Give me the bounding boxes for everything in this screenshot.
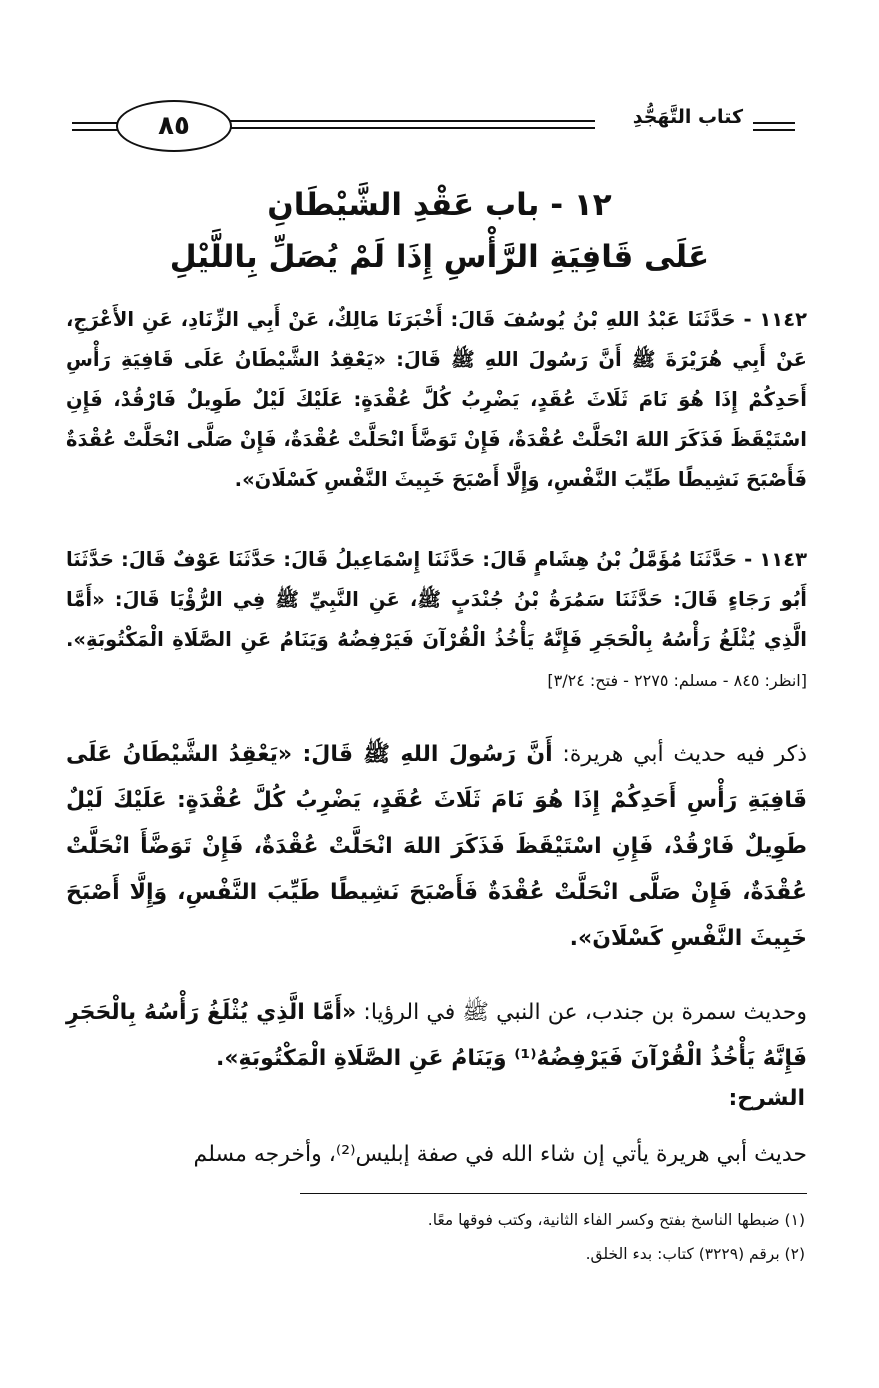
- chapter-title-line-2: عَلَى قَافِيَةِ الرَّأْسِ إِذَا لَمْ يُصَلِّ بِاللَّيْلِ: [169, 239, 710, 275]
- commentary-paragraph-3: حديث أبي هريرة يأتي إن شاء الله في صفة إبليس⁽²⁾، وأخرجه مسلم: [193, 1142, 807, 1167]
- header-rule: [753, 122, 795, 124]
- hadith-1143-text: ١١٤٣ - حَدَّثَنَا مُؤَمَّلُ بْنُ هِشَامٍ قَالَ: حَدَّثَنَا إِسْمَاعِيلُ قَالَ: حَدَّثَنَا عَوْفٌ قَالَ: حَدَّثَنَا أَبُو رَجَاءٍ قَالَ: حَدَّثَنَا سَمُرَةُ بْنُ جُنْدَبٍ ﷺ، عَنِ النَّبِيِّ ﷺ فِي الرُّؤْيَا قَالَ: «أَمَّا الَّذِي يُثْلَغُ رَأْسُهُ بِالْحَجَرِ فَإِنَّهُ يَأْخُذُ الْقُرْآنَ فَيَرْفِضُهُ وَيَنَامُ عَنِ الصَّلَاةِ الْمَكْتُوبَةِ».: [66, 548, 807, 651]
- commentary-2-quote: «أَمَّا الَّذِي يُثْلَغُ رَأْسُهُ بِالْحَجَرِ فَإِنَّهُ يَأْخُذُ الْقُرْآنَ فَيَرْفِضُهُ⁽¹⁾ وَيَنَامُ عَنِ الصَّلَاةِ الْمَكْتُوبَةِ».: [66, 1000, 807, 1071]
- footnote-2: (٢) برقم (٣٢٢٩) كتاب: بدء الخلق.: [585, 1245, 805, 1263]
- running-title: كتاب التَّهَجُّدِ: [632, 106, 743, 128]
- commentary-paragraph-1: [66, 732, 807, 962]
- sharh-heading: الشرح:: [728, 1086, 805, 1111]
- commentary-paragraph-2: [66, 990, 807, 1082]
- header-rule: [753, 129, 795, 131]
- footnotes: [105, 1203, 805, 1271]
- header-rule: [182, 120, 595, 122]
- hadith-1143: [66, 540, 807, 701]
- footnote-divider: [300, 1193, 807, 1194]
- chapter-title-line-1: ١٢ - باب عَقْدِ الشَّيْطَانِ: [267, 187, 612, 223]
- commentary-1-intro: ذكر فيه حديث أبي هريرة:: [562, 742, 807, 767]
- chapter-heading: [60, 180, 819, 284]
- hadith-1142: ١١٤٢ - حَدَّثَنَا عَبْدُ اللهِ بْنُ يُوسُفَ قَالَ: أَخْبَرَنَا مَالِكٌ، عَنْ أَبِي الزِّنَادِ، عَنِ الأَعْرَجِ، عَنْ أَبِي هُرَيْرَةَ ﷺ أَنَّ رَسُولَ اللهِ ﷺ قَالَ: «يَعْقِدُ الشَّيْطَانُ عَلَى قَافِيَةِ رَأْسِ أَحَدِكُمْ إِذَا هُوَ نَامَ ثَلَاثَ عُقَدٍ، يَضْرِبُ كُلَّ عُقْدَةٍ: عَلَيْكَ لَيْلٌ طَوِيلٌ فَارْقُدْ، فَإِنِ اسْتَيْقَظَ فَذَكَرَ اللهَ انْحَلَّتْ عُقْدَةٌ، فَإِنْ تَوَضَّأَ انْحَلَّتْ عُقْدَةٌ، فَإِنْ صَلَّى انْحَلَّتْ عُقْدَةٌ فَأَصْبَحَ نَشِيطًا طَيِّبَ النَّفْسِ، وَإِلَّا أَصْبَحَ خَبِيثَ النَّفْسِ كَسْلَانَ».: [66, 308, 807, 491]
- page-number: ٨٥: [158, 111, 190, 141]
- footnote-1: (١) ضبطها الناسخ بفتح وكسر الفاء الثانية، وكتب فوقها معًا.: [427, 1211, 805, 1229]
- commentary-1-quote: أَنَّ رَسُولَ اللهِ ﷺ قَالَ: «يَعْقِدُ الشَّيْطَانُ عَلَى قَافِيَةِ رَأْسِ أَحَدِكُمْ إِذَا هُوَ نَامَ ثَلَاثَ عُقَدٍ، يَضْرِبُ كُلَّ عُقْدَةٍ: عَلَيْكَ لَيْلٌ طَوِيلٌ فَارْقُدْ، فَإِنِ اسْتَيْقَظَ فَذَكَرَ اللهَ انْحَلَّتْ عُقْدَةٌ، فَإِنْ تَوَضَّأَ انْحَلَّتْ عُقْدَةٌ، فَإِنْ صَلَّى انْحَلَّتْ عُقْدَةٌ فَأَصْبَحَ نَشِيطًا طَيِّبَ النَّفْسِ، وَإِلَّا أَصْبَحَ خَبِيثَ النَّفْسِ كَسْلَانَ».: [66, 742, 807, 951]
- header-rule: [182, 127, 595, 129]
- page-number-oval: [116, 100, 232, 152]
- running-header: [72, 98, 795, 158]
- commentary-2-intro: وحديث سمرة بن جندب، عن النبي ﷺ في الرؤيا:: [363, 1000, 808, 1025]
- hadith-1143-reference: [انظر: ٨٤٥ - مسلم: ٢٢٧٥ - فتح: ٣/٢٤]: [547, 671, 807, 690]
